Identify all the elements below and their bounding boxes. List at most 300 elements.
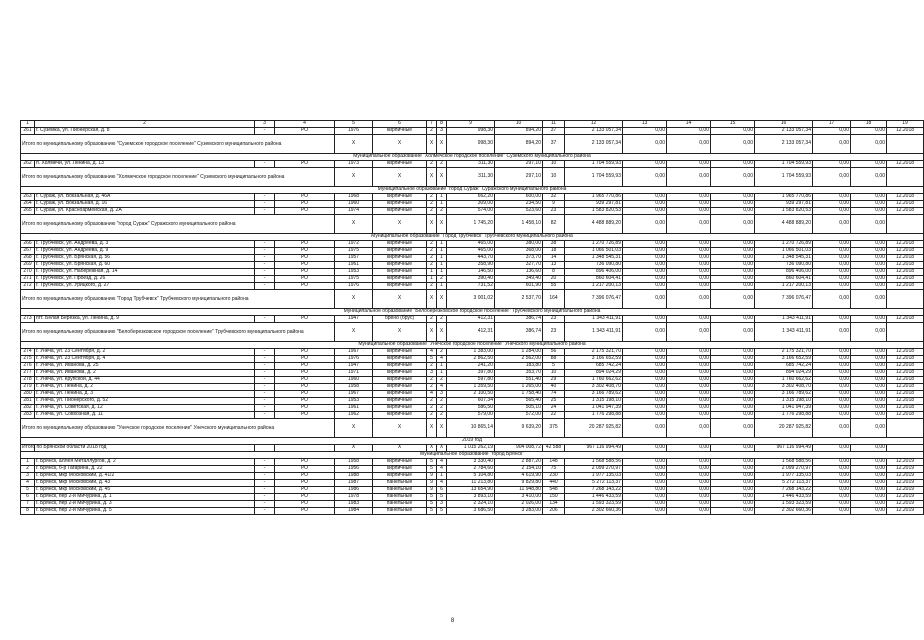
table-cell: 2 bbox=[427, 262, 437, 269]
table-cell: - bbox=[255, 269, 275, 276]
table-cell: 12.2018 bbox=[887, 248, 924, 255]
table-cell bbox=[887, 419, 924, 438]
table-cell: кирпичные bbox=[373, 201, 427, 208]
table-cell: - bbox=[255, 480, 275, 487]
table-cell: 939 297,81 bbox=[565, 201, 623, 208]
table-cell: г. Трубчевск, ул. Урицкого, д. 27 bbox=[35, 283, 255, 290]
table-cell: 0,00 bbox=[851, 480, 887, 487]
table-cell: 0,00 bbox=[667, 494, 711, 501]
table-cell: 0,00 bbox=[711, 370, 755, 377]
table-cell: 465,00 bbox=[447, 241, 495, 248]
table-cell: 12.2018 bbox=[887, 276, 924, 283]
table-cell: 148 bbox=[543, 459, 565, 466]
table-cell: 270 bbox=[21, 269, 35, 276]
table-cell: 0,00 bbox=[813, 255, 851, 262]
table-cell: 276 bbox=[21, 363, 35, 370]
column-number: 10 bbox=[495, 121, 543, 128]
table-cell: 0,00 bbox=[623, 508, 667, 515]
table-cell: 0,00 bbox=[851, 356, 887, 363]
table-cell: - bbox=[255, 466, 275, 473]
table-cell: 7 268 143,22 bbox=[755, 487, 813, 494]
table-cell: РО bbox=[275, 487, 335, 494]
table-cell: 0,00 bbox=[667, 363, 711, 370]
table-cell: 2 bbox=[427, 405, 437, 412]
table-cell: 1 383,00 bbox=[447, 349, 495, 356]
table-cell: X bbox=[373, 215, 427, 234]
table-cell: 1 446 433,59 bbox=[755, 494, 813, 501]
table-cell: 0,00 bbox=[813, 194, 851, 201]
table-cell: 0,00 bbox=[711, 473, 755, 480]
table-cell: 1976 bbox=[335, 283, 373, 290]
table-cell: 1 270 726,89 bbox=[565, 241, 623, 248]
table-cell: 12.2018 bbox=[887, 194, 924, 201]
table-cell: г. Унеча, ул. 23 Сентября, д. 2 bbox=[35, 349, 255, 356]
table-cell: кирпичные bbox=[373, 391, 427, 398]
table-cell: РО bbox=[275, 370, 335, 377]
table-cell: X bbox=[437, 323, 447, 342]
table-cell: 2 bbox=[437, 377, 447, 384]
table-cell: 0,00 bbox=[623, 283, 667, 290]
table-cell: 18 bbox=[543, 248, 565, 255]
table-cell: 0,00 bbox=[851, 419, 887, 438]
table-cell: 0,00 bbox=[623, 384, 667, 391]
table-cell: 0,00 bbox=[667, 391, 711, 398]
table-cell: 1960 bbox=[335, 201, 373, 208]
table-cell: 0,00 bbox=[623, 215, 667, 234]
table-cell: 1947 bbox=[335, 316, 373, 323]
table-cell: 0,00 bbox=[813, 276, 851, 283]
table-cell: 386,74 bbox=[495, 316, 543, 323]
table-cell: 0,00 bbox=[667, 323, 711, 342]
table-cell: 0,00 bbox=[813, 405, 851, 412]
table-cell: г. Брянск, пер 2-й Мичурина, д. 5 bbox=[35, 508, 255, 515]
table-cell: 12.2018 bbox=[887, 370, 924, 377]
table-cell: 465,00 bbox=[447, 248, 495, 255]
table-cell: 0,00 bbox=[711, 248, 755, 255]
table-cell: РО bbox=[275, 262, 335, 269]
table-cell: г. Унеча, ул. Советская, д. 12 bbox=[35, 405, 255, 412]
table-cell: 601,90 bbox=[495, 283, 543, 290]
table-cell: 0,00 bbox=[667, 283, 711, 290]
table-cell: 2 bbox=[427, 412, 437, 419]
table-cell: 13 654,90 bbox=[447, 487, 495, 494]
table-cell: 8 bbox=[543, 269, 565, 276]
table-cell: 1 bbox=[437, 370, 447, 377]
table-cell: 136,60 bbox=[495, 269, 543, 276]
table-cell: 1974 bbox=[335, 208, 373, 215]
table-cell: 82 bbox=[543, 215, 565, 234]
summary-label: Итого по муниципальному образованию "Город Трубчевск" Трубчевского муниципального района bbox=[21, 290, 335, 309]
table-cell: 10 bbox=[543, 370, 565, 377]
table-cell: 12.2018 bbox=[887, 208, 924, 215]
table-row bbox=[21, 161, 924, 168]
table-cell: 548 bbox=[543, 487, 565, 494]
table-cell: 0,00 bbox=[813, 412, 851, 419]
table-cell: 25 bbox=[543, 398, 565, 405]
table-cell: 939 297,81 bbox=[755, 201, 813, 208]
table-cell: 12.2018 bbox=[887, 363, 924, 370]
table-cell: X bbox=[427, 290, 437, 309]
table-cell: 0,00 bbox=[667, 412, 711, 419]
table-cell: 0,00 bbox=[711, 269, 755, 276]
table-cell: 0,00 bbox=[711, 377, 755, 384]
table-cell: X bbox=[437, 215, 447, 234]
table-cell: 5 bbox=[21, 487, 35, 494]
table-cell: 14 bbox=[543, 255, 565, 262]
table-cell: 7 268 143,22 bbox=[565, 487, 623, 494]
table-cell: 0,00 bbox=[711, 241, 755, 248]
table-cell: 0,00 bbox=[667, 405, 711, 412]
table-cell: 2 bbox=[437, 316, 447, 323]
table-cell bbox=[887, 135, 924, 154]
summary-label: Итого по муниципальному образованию "Холмечское городское поселение" Суземского муниципального района bbox=[21, 168, 335, 187]
column-number: 4 bbox=[275, 121, 335, 128]
table-cell: - bbox=[255, 316, 275, 323]
table-cell: 1 041 947,39 bbox=[755, 405, 813, 412]
table-cell: 12.2018 bbox=[887, 201, 924, 208]
table-cell: 134 bbox=[543, 501, 565, 508]
table-cell: 0,00 bbox=[813, 508, 851, 515]
table-cell: 4 bbox=[437, 466, 447, 473]
table-cell: 1 446 433,59 bbox=[565, 494, 623, 501]
table-cell: 3 283,00 bbox=[495, 508, 543, 515]
table-cell: 0,00 bbox=[851, 168, 887, 187]
table-cell: 1983 bbox=[335, 501, 373, 508]
table-body bbox=[21, 121, 924, 515]
table-cell: 3 893,10 bbox=[447, 494, 495, 501]
table-cell: 0,00 bbox=[813, 501, 851, 508]
table-cell: 0,00 bbox=[813, 349, 851, 356]
table-cell: 1986 bbox=[335, 487, 373, 494]
column-number: 6 bbox=[373, 121, 427, 128]
table-cell: 269 bbox=[21, 262, 35, 269]
table-cell: кирпичные bbox=[373, 208, 427, 215]
table-cell: 565,40 bbox=[495, 398, 543, 405]
table-cell: X bbox=[373, 323, 427, 342]
table-cell: 4 bbox=[427, 391, 437, 398]
table-cell: 272 bbox=[21, 283, 35, 290]
table-cell: 380,00 bbox=[495, 241, 543, 248]
table-cell: 0,00 bbox=[623, 377, 667, 384]
table-cell: РО bbox=[275, 208, 335, 215]
table-cell: 206 bbox=[543, 508, 565, 515]
table-cell: 0,00 bbox=[623, 405, 667, 412]
table-cell: 1 583 820,53 bbox=[565, 208, 623, 215]
table-cell: 6 bbox=[21, 494, 35, 501]
table-cell: 0,00 bbox=[813, 262, 851, 269]
table-cell: 0,00 bbox=[667, 241, 711, 248]
table-cell: 230 bbox=[543, 473, 565, 480]
table-cell: - bbox=[255, 377, 275, 384]
table-cell: 412,31 bbox=[447, 323, 495, 342]
summary-row bbox=[21, 323, 924, 342]
table-cell: 353,70 bbox=[495, 370, 543, 377]
table-cell: 0,00 bbox=[711, 412, 755, 419]
table-cell: 0,00 bbox=[711, 466, 755, 473]
table-cell: 0,00 bbox=[711, 316, 755, 323]
table-cell: г. Унеча, ул. Крупской, д. 44 bbox=[35, 377, 255, 384]
table-cell: - bbox=[255, 356, 275, 363]
table-cell: 9 bbox=[427, 473, 437, 480]
table-cell: 164 bbox=[543, 290, 565, 309]
table-cell: 1 965 770,86 bbox=[565, 194, 623, 201]
table-cell: 736 090,80 bbox=[565, 262, 623, 269]
table-cell: 2 175 321,70 bbox=[755, 349, 813, 356]
table-cell: 150 bbox=[543, 494, 565, 501]
table-cell: 0,00 bbox=[813, 283, 851, 290]
table-cell: 0,00 bbox=[851, 128, 887, 135]
table-cell: 1 977 135,03 bbox=[755, 473, 813, 480]
table-cell: 0,00 bbox=[813, 494, 851, 501]
table-cell: г. Брянск, пер 2-й Мичурина, д. 3 bbox=[35, 501, 255, 508]
table-cell: 9 829,80 bbox=[495, 480, 543, 487]
table-cell: 267 bbox=[21, 248, 35, 255]
table-cell: 0,00 bbox=[623, 316, 667, 323]
table-cell: 0,00 bbox=[711, 494, 755, 501]
column-number: 13 bbox=[623, 121, 667, 128]
table-cell: 5 bbox=[427, 459, 437, 466]
table-cell: 279 bbox=[21, 384, 35, 391]
table-cell: 0,00 bbox=[851, 262, 887, 269]
table-cell: - bbox=[255, 398, 275, 405]
table-cell: 37 bbox=[543, 128, 565, 135]
table-row bbox=[21, 508, 924, 515]
table-cell: пгт. Белая Березка, ул. Ленина, д. 9 bbox=[35, 316, 255, 323]
table-cell bbox=[255, 445, 275, 452]
table-cell: X bbox=[427, 168, 437, 187]
table-cell: 0,00 bbox=[813, 466, 851, 473]
table-cell: 0,00 bbox=[623, 480, 667, 487]
summary-label: Итого по муниципальному образованию "Суземское городское поселение" Суземского муниципального района bbox=[21, 135, 335, 154]
table-cell: п. Холмечи, ул. Ленина, д. 13 bbox=[35, 161, 255, 168]
table-cell: 1 315 198,10 bbox=[565, 398, 623, 405]
table-cell: 10 865,14 bbox=[447, 419, 495, 438]
table-cell: 12.2018 bbox=[887, 128, 924, 135]
table-cell: 2 bbox=[427, 377, 437, 384]
column-number: 12 bbox=[565, 121, 623, 128]
table-cell: 3 166 652,59 bbox=[755, 356, 813, 363]
table-cell: 1 593 323,59 bbox=[565, 501, 623, 508]
table-cell: 2 bbox=[437, 412, 447, 419]
table-cell: - bbox=[255, 501, 275, 508]
table-cell: 894,20 bbox=[495, 128, 543, 135]
table-cell: 1 bbox=[437, 473, 447, 480]
table-cell: 12.2019 bbox=[887, 487, 924, 494]
table-cell: 309,00 bbox=[447, 201, 495, 208]
table-cell: 731,52 bbox=[447, 283, 495, 290]
table-cell: 0,00 bbox=[711, 161, 755, 168]
section-title: Муниципальное образование "город Сураж" Суражского муниципального района bbox=[21, 187, 924, 194]
table-cell: 685 742,24 bbox=[565, 363, 623, 370]
table-cell: 297,10 bbox=[495, 161, 543, 168]
table-cell: РО bbox=[275, 494, 335, 501]
table-cell: 0,00 bbox=[813, 135, 851, 154]
table-cell: г. Трубчевск, ул. Брянская, д. 56 bbox=[35, 255, 255, 262]
table-cell: 0,00 bbox=[711, 445, 755, 452]
table-cell: 0,00 bbox=[667, 255, 711, 262]
table-cell: X bbox=[437, 419, 447, 438]
table-cell: г. Сураж, ул. Красноармейская, д. 2А bbox=[35, 208, 255, 215]
table-cell: 281 bbox=[21, 398, 35, 405]
table-cell: 1 bbox=[427, 269, 437, 276]
table-cell: 0,00 bbox=[711, 194, 755, 201]
table-cell: 0,00 bbox=[711, 262, 755, 269]
table-cell: 1 bbox=[437, 283, 447, 290]
table-cell: 3 bbox=[437, 501, 447, 508]
table-cell: 1976 bbox=[335, 356, 373, 363]
table-cell: кирпичные bbox=[373, 356, 427, 363]
table-cell: 20 287 925,82 bbox=[565, 419, 623, 438]
table-cell: кирпичные bbox=[373, 283, 427, 290]
table-cell: 0,00 bbox=[851, 161, 887, 168]
table-cell: 0,00 bbox=[813, 168, 851, 187]
table-cell: 967 116 994,49 bbox=[755, 445, 813, 452]
table-cell: 0,00 bbox=[667, 128, 711, 135]
table-cell: РО bbox=[275, 405, 335, 412]
table-cell: 32 bbox=[543, 194, 565, 201]
table-cell: 597,80 bbox=[447, 377, 495, 384]
page-number: 8 bbox=[450, 618, 455, 624]
table-cell: 2 133 057,34 bbox=[755, 135, 813, 154]
table-cell: 2 562,00 bbox=[495, 356, 543, 363]
table-cell: 0,00 bbox=[851, 494, 887, 501]
table-cell: 0,00 bbox=[667, 262, 711, 269]
table-cell: 3 166 652,59 bbox=[565, 356, 623, 363]
table-cell: 7 396 076,47 bbox=[565, 290, 623, 309]
table-cell: - bbox=[255, 283, 275, 290]
table-cell: брено (брус) bbox=[373, 316, 427, 323]
table-cell: 0,00 bbox=[851, 248, 887, 255]
table-cell: 1961 bbox=[335, 405, 373, 412]
table-cell: 523,60 bbox=[495, 208, 543, 215]
table-cell: 0,00 bbox=[813, 473, 851, 480]
table-cell: 0,00 bbox=[813, 445, 851, 452]
table-cell: 0,00 bbox=[623, 487, 667, 494]
table-cell: 2 026,00 bbox=[495, 501, 543, 508]
table-cell: 1975 bbox=[335, 248, 373, 255]
table-cell: 2 bbox=[427, 398, 437, 405]
table-cell: 1972 bbox=[335, 241, 373, 248]
table-cell: 2 bbox=[427, 208, 437, 215]
table-cell: 1 568 588,56 bbox=[755, 459, 813, 466]
table-cell: 1 760 662,62 bbox=[565, 377, 623, 384]
table-cell: 1 bbox=[427, 276, 437, 283]
table-cell: 0,00 bbox=[667, 501, 711, 508]
table-cell: 0,00 bbox=[711, 419, 755, 438]
table-cell: 1961 bbox=[335, 262, 373, 269]
table-cell bbox=[275, 445, 335, 452]
column-number: 1 bbox=[21, 121, 35, 128]
table-cell: 5 bbox=[427, 501, 437, 508]
table-cell: г. Брянск, мкр Московский, д. 45 bbox=[35, 487, 255, 494]
table-cell: РО bbox=[275, 377, 335, 384]
table-cell: 2 862,50 bbox=[447, 356, 495, 363]
table-cell: 0,00 bbox=[851, 290, 887, 309]
table-cell: 0,00 bbox=[623, 501, 667, 508]
table-cell: X bbox=[335, 168, 373, 187]
table-cell: 0,00 bbox=[711, 459, 755, 466]
table-cell: 0,00 bbox=[667, 316, 711, 323]
table-cell: 0,00 bbox=[623, 419, 667, 438]
table-cell: - bbox=[255, 194, 275, 201]
table-cell: 0,00 bbox=[623, 161, 667, 168]
table-cell: 274 bbox=[21, 349, 35, 356]
capital-repair-table bbox=[20, 120, 924, 515]
table-cell: 2 302 660,36 bbox=[565, 508, 623, 515]
table-cell: 0,00 bbox=[813, 201, 851, 208]
table-cell: 5 bbox=[437, 508, 447, 515]
table-cell: 0,00 bbox=[667, 248, 711, 255]
table-cell: 0,00 bbox=[623, 370, 667, 377]
table-cell: 1 359,50 bbox=[447, 384, 495, 391]
table-cell: X bbox=[335, 135, 373, 154]
table-cell: 12.2018 bbox=[887, 241, 924, 248]
table-cell: 0,00 bbox=[851, 473, 887, 480]
table-cell: 12.2018 bbox=[887, 316, 924, 323]
table-cell: 0,00 bbox=[667, 161, 711, 168]
table-cell: г. Унеча, ул. Совхозная, д. 11 bbox=[35, 412, 255, 419]
table-cell: 0,00 bbox=[851, 194, 887, 201]
table-cell: 586,50 bbox=[447, 405, 495, 412]
table-cell: 0,00 bbox=[711, 290, 755, 309]
table-row bbox=[21, 412, 924, 419]
table-cell: X bbox=[427, 135, 437, 154]
table-cell: 0,00 bbox=[711, 405, 755, 412]
table-cell: 1 343 411,91 bbox=[755, 316, 813, 323]
table-cell: 0,00 bbox=[623, 323, 667, 342]
table-cell: 4 bbox=[21, 480, 35, 487]
table-cell: 896 406,00 bbox=[565, 269, 623, 276]
table-cell: 1 745,20 bbox=[447, 215, 495, 234]
table-cell: 5 bbox=[543, 363, 565, 370]
table-cell: 2 bbox=[427, 316, 437, 323]
table-cell: 2 bbox=[427, 241, 437, 248]
table-cell: 0,00 bbox=[623, 194, 667, 201]
table-cell: 1953 bbox=[335, 269, 373, 276]
table-cell: 37 bbox=[543, 135, 565, 154]
table-cell: РО bbox=[275, 161, 335, 168]
table-cell: - bbox=[255, 276, 275, 283]
table-cell: 277 bbox=[21, 370, 35, 377]
table-cell: РО bbox=[275, 201, 335, 208]
table-cell: X bbox=[437, 135, 447, 154]
table-cell: 0,00 bbox=[623, 356, 667, 363]
table-cell: 1 bbox=[21, 459, 35, 466]
table-cell: 0,00 bbox=[813, 290, 851, 309]
table-cell: - bbox=[255, 248, 275, 255]
table-cell: 7 396 076,47 bbox=[755, 290, 813, 309]
table-cell: 998,30 bbox=[447, 128, 495, 135]
table-cell: 12.2018 bbox=[887, 377, 924, 384]
table-cell: 1 bbox=[437, 241, 447, 248]
table-cell: 0,00 bbox=[813, 269, 851, 276]
table-cell: 0,00 bbox=[623, 459, 667, 466]
table-cell: 0,00 bbox=[851, 135, 887, 154]
table-cell: 412,31 bbox=[447, 316, 495, 323]
table-cell bbox=[887, 323, 924, 342]
table-cell: 0,00 bbox=[667, 473, 711, 480]
summary-row bbox=[21, 419, 924, 438]
table-cell: 5 104,80 bbox=[447, 473, 495, 480]
table-cell: 1 568 588,56 bbox=[565, 459, 623, 466]
table-cell: 0,00 bbox=[623, 445, 667, 452]
table-cell: кирпичные bbox=[373, 161, 427, 168]
column-number: 2 bbox=[35, 121, 255, 128]
table-cell: 607,34 bbox=[447, 398, 495, 405]
table-cell: панельные bbox=[373, 487, 427, 494]
table-cell: 0,00 bbox=[851, 349, 887, 356]
table-cell: кирпичные bbox=[373, 276, 427, 283]
